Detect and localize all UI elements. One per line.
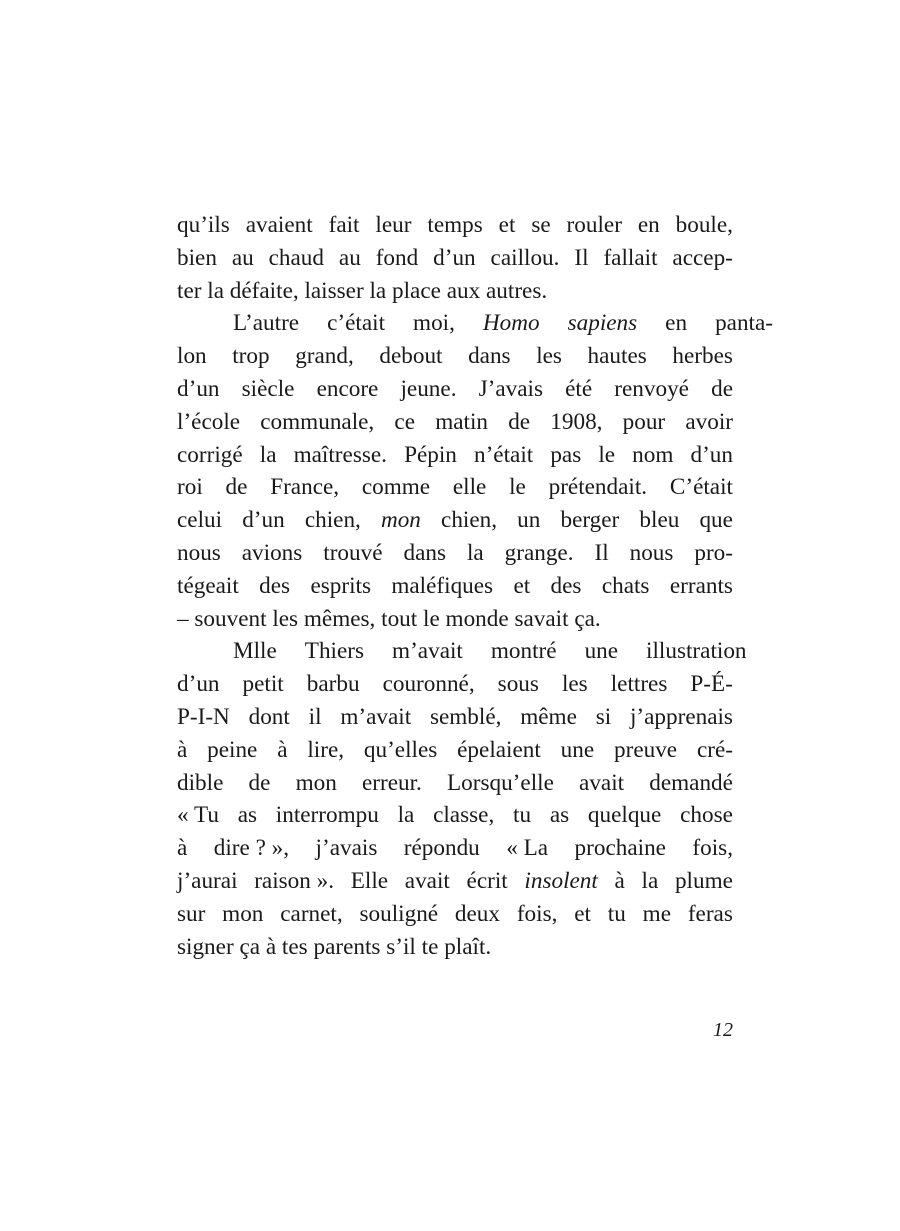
- text-line: [177, 504, 733, 537]
- text-line: [177, 340, 733, 373]
- word: Il: [574, 244, 589, 271]
- word: couronné,: [382, 671, 475, 698]
- word: preuve: [614, 736, 678, 763]
- word: d’un: [177, 671, 220, 698]
- word: pro-: [694, 539, 733, 566]
- text-line: [177, 832, 733, 865]
- word: une: [584, 638, 619, 665]
- text-line: [177, 701, 733, 734]
- word: le: [509, 474, 526, 501]
- word: dible: [177, 769, 224, 796]
- word: trouvé: [323, 539, 383, 566]
- word: les: [561, 671, 588, 698]
- word: avoir: [685, 408, 733, 435]
- word: d’un: [177, 375, 220, 402]
- word: bleu: [639, 507, 680, 534]
- word: prochaine: [574, 835, 666, 862]
- emphasis-word: Homo: [482, 310, 540, 337]
- word: petit: [242, 671, 284, 698]
- text-line: [177, 373, 733, 406]
- word: lon: [177, 343, 207, 370]
- word: feras: [687, 900, 733, 927]
- word: P-I-N: [177, 703, 230, 730]
- word: barbu: [306, 671, 360, 698]
- text-line: [177, 799, 733, 832]
- word: tégeait: [177, 572, 239, 599]
- word: Il: [594, 539, 609, 566]
- word: à: [177, 835, 188, 862]
- word: en: [637, 212, 660, 238]
- word: nous: [629, 539, 674, 566]
- word: que: [699, 507, 733, 534]
- word: Elle: [350, 867, 389, 894]
- word: j’aurai: [177, 867, 238, 894]
- word: 1908,: [550, 408, 603, 435]
- word: si: [595, 703, 612, 730]
- word: grand,: [295, 343, 354, 370]
- word: J’avais: [478, 375, 544, 402]
- word: P-É-: [690, 671, 733, 698]
- word: Mlle: [233, 638, 277, 665]
- word: la: [641, 867, 659, 894]
- word: illustration: [646, 638, 747, 665]
- word: erreur.: [361, 769, 422, 796]
- word: hautes: [587, 343, 647, 370]
- text-line: [177, 898, 733, 931]
- text-line: [177, 734, 733, 767]
- word: il: [308, 703, 322, 730]
- word: à: [177, 736, 188, 763]
- word: berger: [560, 507, 620, 534]
- word: à: [277, 736, 288, 763]
- word: chats: [601, 572, 650, 599]
- paragraph: [177, 635, 747, 963]
- text-line: [177, 406, 733, 439]
- word: la: [466, 539, 484, 566]
- word: la: [259, 441, 277, 468]
- word: avions: [241, 539, 303, 566]
- word: m’avait: [392, 638, 463, 665]
- text-line: [177, 668, 733, 701]
- word: temps: [427, 212, 483, 238]
- word: fois,: [692, 835, 733, 862]
- word: prétendait.: [548, 474, 648, 501]
- word: une: [560, 736, 595, 763]
- word: tu: [513, 802, 532, 829]
- word: fait: [328, 212, 360, 238]
- word: et: [498, 212, 516, 238]
- word: fois,: [516, 900, 558, 927]
- word: avait: [404, 867, 450, 894]
- word: nous: [177, 539, 221, 566]
- word: lettres: [610, 671, 668, 698]
- text-line: [177, 635, 747, 668]
- word: et: [513, 572, 531, 599]
- word: plume: [674, 867, 733, 894]
- word: d’un: [690, 441, 733, 468]
- word: semblé,: [429, 703, 502, 730]
- word: dire ? »,: [213, 835, 290, 862]
- word: raison ».: [254, 867, 335, 894]
- word: c’était: [327, 310, 386, 337]
- word: me: [642, 900, 671, 927]
- word: des: [259, 572, 291, 599]
- word: maléfiques: [391, 572, 494, 599]
- word: au: [338, 244, 361, 271]
- word: pas: [550, 441, 582, 468]
- emphasis-word: sapiens: [567, 310, 638, 337]
- word: en: [665, 310, 688, 337]
- word: France,: [270, 474, 340, 501]
- text-line: [177, 275, 733, 308]
- paragraph: [177, 307, 773, 635]
- word: celui: [177, 507, 223, 534]
- word: pour: [622, 408, 666, 435]
- word: chaud: [268, 244, 324, 271]
- word: fond: [375, 244, 419, 271]
- word: des: [550, 572, 582, 599]
- word: de: [248, 769, 271, 796]
- word: lire,: [307, 736, 345, 763]
- word: interrompu: [275, 802, 379, 829]
- word: peine: [207, 736, 258, 763]
- word: encore: [316, 375, 379, 402]
- word: un: [517, 507, 541, 534]
- word: l’école: [177, 408, 241, 435]
- word: classe,: [433, 802, 495, 829]
- word: j’avais: [315, 835, 378, 862]
- word: bien: [177, 244, 217, 271]
- word: qu’ils: [177, 212, 230, 238]
- word: ter la défaite, laisser la place aux autres.: [177, 277, 548, 304]
- word: dont: [248, 703, 290, 730]
- word: avaient: [245, 212, 313, 238]
- word: leur: [375, 212, 412, 238]
- word: souligné: [359, 900, 439, 927]
- word: Lorsqu’elle: [446, 769, 554, 796]
- text-line: [177, 537, 733, 570]
- word: sous: [497, 671, 539, 698]
- word: accep-: [672, 244, 733, 271]
- word: m’avait: [340, 703, 412, 730]
- word: demandé: [649, 769, 733, 796]
- word: sur: [177, 900, 206, 927]
- word: moi,: [413, 310, 455, 337]
- word: communale,: [260, 408, 375, 435]
- word: – souvent les mêmes, tout le monde savait ça.: [177, 605, 601, 632]
- word: dans: [403, 539, 446, 566]
- word: avait: [579, 769, 625, 796]
- word: rouler: [566, 212, 622, 238]
- word: mon: [222, 900, 264, 927]
- word: jeune.: [400, 375, 457, 402]
- word: « Tu: [177, 802, 219, 829]
- word: errants: [669, 572, 733, 599]
- word: renvoyé: [614, 375, 689, 402]
- emphasis-word: mon: [380, 507, 421, 534]
- emphasis-word: insolent: [524, 867, 598, 894]
- word: L’autre: [233, 310, 300, 337]
- word: elle: [452, 474, 487, 501]
- text-line: [177, 603, 733, 636]
- word: C’était: [669, 474, 733, 501]
- word: matin: [435, 408, 489, 435]
- word: mon: [295, 769, 337, 796]
- word: « La: [506, 835, 549, 862]
- word: été: [565, 375, 593, 402]
- word: as: [549, 802, 570, 829]
- word: la: [397, 802, 415, 829]
- word: fallait: [603, 244, 658, 271]
- word: nom: [632, 441, 674, 468]
- word: caillou.: [490, 244, 560, 271]
- paragraph: [177, 209, 733, 307]
- word: de: [225, 474, 248, 501]
- word: se: [531, 212, 551, 238]
- text-line: [177, 307, 773, 340]
- word: roi: [177, 474, 203, 501]
- text-line: [177, 931, 733, 964]
- word: chien,: [441, 507, 498, 534]
- word: écrit: [466, 867, 508, 894]
- word: corrigé: [177, 441, 243, 468]
- word: cré-: [696, 736, 733, 763]
- text-line: [177, 471, 733, 504]
- word: herbes: [672, 343, 733, 370]
- word: grange.: [504, 539, 574, 566]
- word: chien,: [304, 507, 361, 534]
- word: à: [614, 867, 625, 894]
- word: répondu: [403, 835, 480, 862]
- word: as: [237, 802, 258, 829]
- text-line: [177, 767, 733, 800]
- word: et: [574, 900, 591, 927]
- word: Pépin: [404, 441, 457, 468]
- word: les: [536, 343, 562, 370]
- word: siècle: [241, 375, 295, 402]
- word: d’un: [433, 244, 476, 271]
- word: j’apprenais: [629, 703, 733, 730]
- word: quelque: [587, 802, 662, 829]
- word: montré: [490, 638, 557, 665]
- word: ce: [394, 408, 416, 435]
- word: le: [598, 441, 616, 468]
- word: panta-: [715, 310, 773, 337]
- word: tu: [607, 900, 626, 927]
- text-line: [177, 242, 733, 275]
- word: dans: [468, 343, 511, 370]
- word: trop: [232, 343, 270, 370]
- word: de: [508, 408, 531, 435]
- page-number: 12: [713, 1019, 733, 1041]
- word: esprits: [310, 572, 371, 599]
- word: qu’elles: [363, 736, 438, 763]
- word: maîtresse.: [293, 441, 387, 468]
- word: épelaient: [457, 736, 541, 763]
- text-line: [177, 439, 733, 472]
- word: même: [520, 703, 577, 730]
- page-text-block: [177, 209, 773, 963]
- text-line: [177, 865, 733, 898]
- text-line: [177, 209, 733, 242]
- word: n’était: [473, 441, 534, 468]
- word: au: [231, 244, 254, 271]
- word: comme: [361, 474, 431, 501]
- word: de: [711, 375, 733, 402]
- word: signer ça à tes parents s’il te plaît.: [177, 933, 492, 960]
- word: chose: [680, 802, 733, 829]
- word: debout: [379, 343, 443, 370]
- word: carnet,: [280, 900, 343, 927]
- word: d’un: [242, 507, 285, 534]
- word: deux: [454, 900, 500, 927]
- word: Thiers: [304, 638, 365, 665]
- word: boule,: [675, 212, 733, 238]
- text-line: [177, 570, 733, 603]
